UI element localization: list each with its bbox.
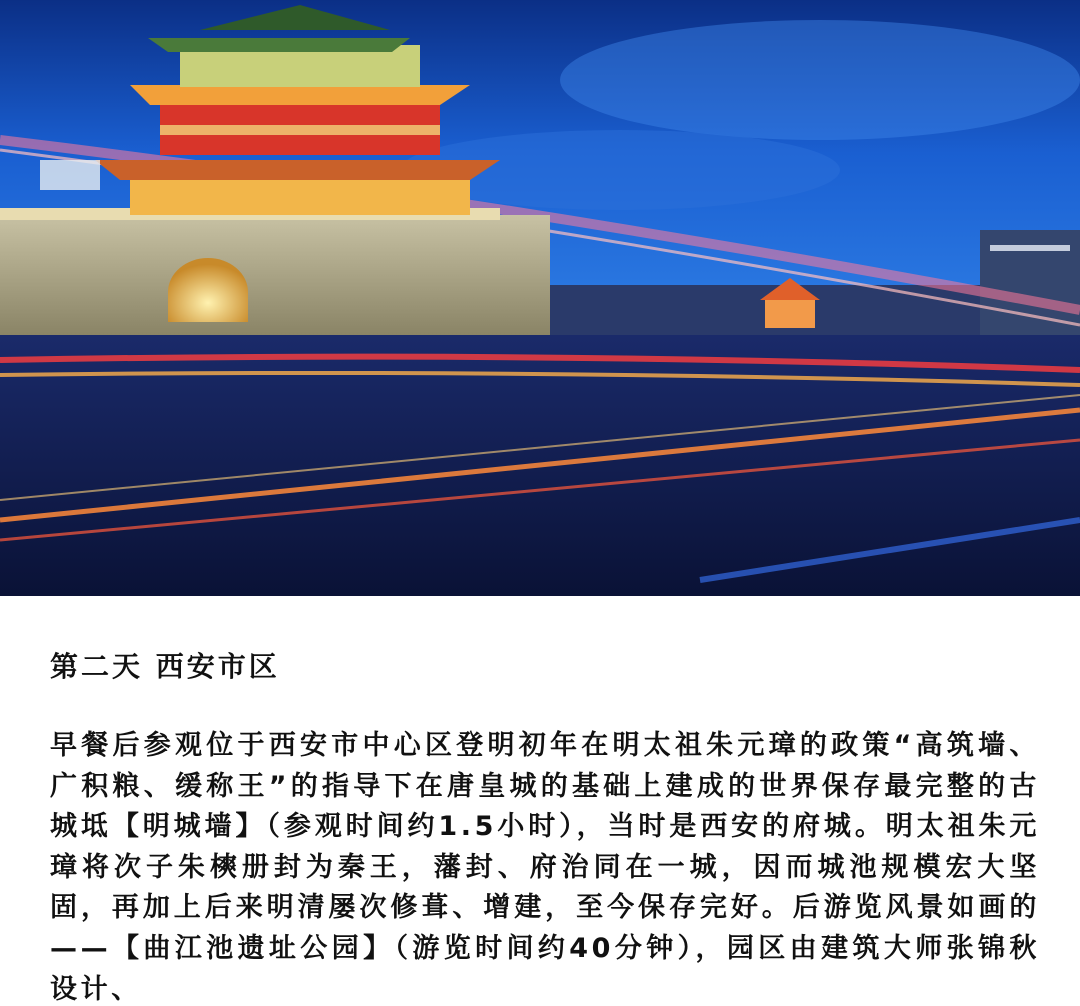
cloud: [560, 20, 1080, 140]
day-title: 第二天 西安市区: [50, 650, 280, 683]
itinerary-paragraph: 早餐后参观位于西安市中心区登明初年在明太祖朱元璋的政策“高筑墙、广积粮、缓称王”的指导下在唐皇城的基础上建成的世界保存最完整的古城坻【明城墙】（参观时间约1.5小时），当时是西安的府城。明太祖朱元璋将次子朱樉册封为秦王，藩封、府治同在一城，因而城池规模宏大坚固，再加上后来明清屡次修葺、增建，至今保存完好。后游览风景如画的——【曲江池遗址公园】（游览时间约40分钟），园区由建筑大师张锦秋设计、: [50, 730, 1040, 1005]
tower-base: [0, 215, 550, 335]
